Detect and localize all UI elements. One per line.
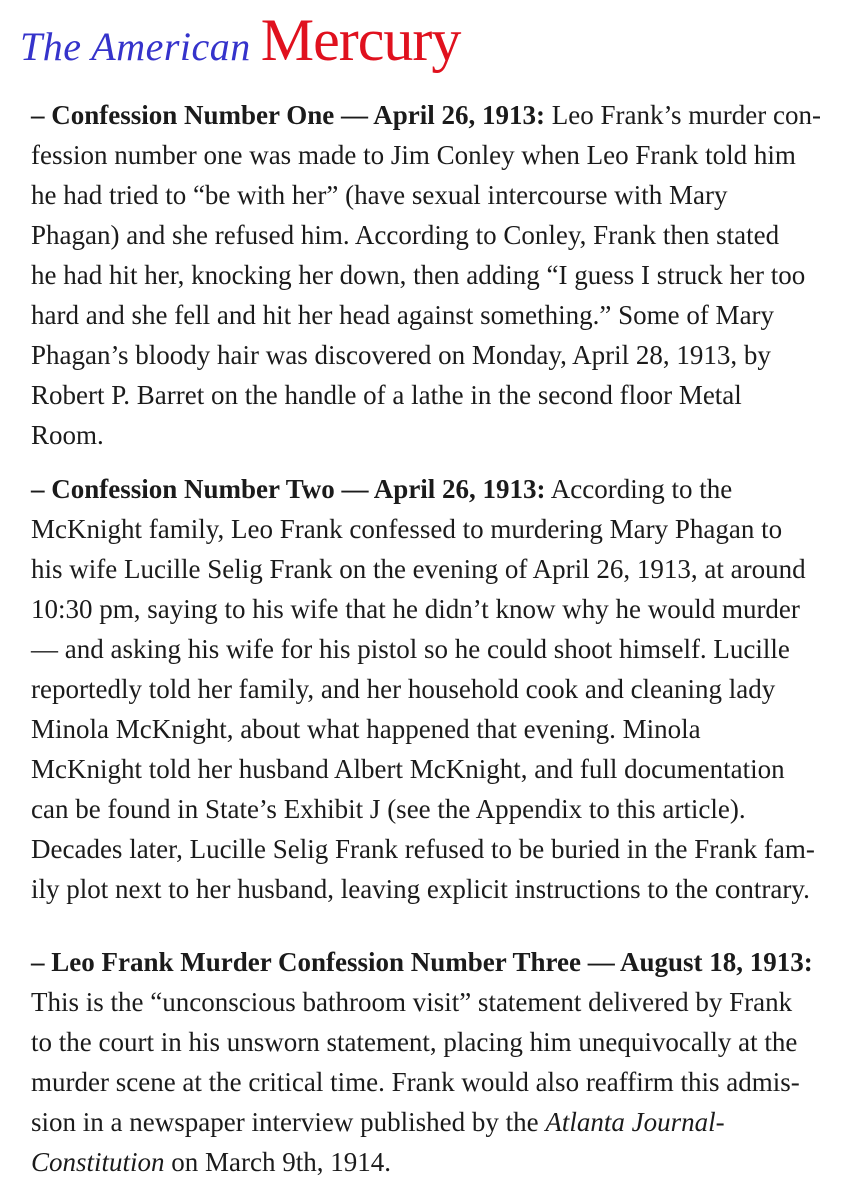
text-segment: Phagan) and she refused him. According to Conley, Frank then stated (31, 220, 780, 250)
paragraph (31, 95, 846, 455)
text-line (31, 95, 846, 135)
text-line (31, 942, 846, 982)
text-segment: can be found in State’s Exhibit J (see the Appendix to this article). (31, 794, 746, 824)
text-line (31, 982, 846, 1022)
paragraph (31, 469, 846, 909)
text-segment: hard and she fell and hit her head against something.” Some of Mary (31, 300, 775, 330)
text-segment: his wife Lucille Selig Frank on the evening of April 26, 1913, at around (31, 554, 806, 584)
masthead (0, 0, 866, 72)
text-line (31, 335, 846, 375)
text-line (31, 869, 846, 909)
text-line (31, 789, 846, 829)
text-line (31, 215, 846, 255)
text-segment: McKnight told her husband Albert McKnight, and full documentation (31, 754, 785, 784)
paragraph (31, 942, 846, 1182)
text-segment: 10:30 pm, saying to his wife that he didn’t know why he would murder (31, 594, 800, 624)
text-segment: he had tried to “be with her” (have sexual intercourse with Mary (31, 180, 728, 210)
text-segment: Phagan’s bloody hair was discovered on Monday, April 28, 1913, by (31, 340, 771, 370)
text-segment: Constitution (31, 1147, 165, 1177)
text-line (31, 415, 846, 455)
text-line (31, 629, 846, 669)
text-segment: According to the (545, 474, 733, 504)
text-line (31, 549, 846, 589)
masthead-the-american: The American (20, 24, 251, 69)
text-segment: – Leo Frank Murder Confession Number Three — August 18, 1913: (31, 947, 813, 977)
text-segment: Minola McKnight, about what happened that evening. Minola (31, 714, 701, 744)
text-line (31, 1062, 846, 1102)
text-segment: ily plot next to her husband, leaving explicit instructions to the contrary. (31, 874, 810, 904)
text-segment: reportedly told her family, and her household cook and cleaning lady (31, 674, 776, 704)
text-segment: Decades later, Lucille Selig Frank refused to be buried in the Frank fam- (31, 834, 815, 864)
text-segment: – Confession Number Two — April 26, 1913: (31, 474, 546, 504)
masthead-mercury: Mercury (260, 7, 461, 73)
text-line (31, 749, 846, 789)
text-line (31, 295, 846, 335)
text-segment: This is the “unconscious bathroom visit” statement delivered by Frank (31, 987, 793, 1017)
text-line (31, 709, 846, 749)
text-segment: McKnight family, Leo Frank confessed to murdering Mary Phagan to (31, 514, 783, 544)
text-line (31, 175, 846, 215)
text-line (31, 255, 846, 295)
text-line (31, 589, 846, 629)
text-segment: Leo Frank’s murder con- (545, 100, 821, 130)
text-segment: – Confession Number One — April 26, 1913: (31, 100, 546, 130)
text-segment: on March 9th, 1914. (164, 1147, 391, 1177)
text-segment: Atlanta Journal- (545, 1107, 725, 1137)
text-segment: Room. (31, 420, 104, 450)
text-line (31, 1022, 846, 1062)
text-line (31, 1102, 846, 1142)
text-line (31, 509, 846, 549)
text-segment: fession number one was made to Jim Conley when Leo Frank told him (31, 140, 796, 170)
text-line (31, 1142, 846, 1182)
text-line (31, 669, 846, 709)
text-segment: sion in a newspaper interview published by the (31, 1107, 546, 1137)
text-line (31, 135, 846, 175)
article (31, 95, 846, 1182)
text-segment: Robert P. Barret on the handle of a lathe in the second floor Metal (31, 380, 742, 410)
text-segment: he had hit her, knocking her down, then adding “I guess I struck her too (31, 260, 806, 290)
text-line (31, 375, 846, 415)
text-line (31, 829, 846, 869)
text-segment: — and asking his wife for his pistol so he could shoot himself. Lucille (31, 634, 790, 664)
text-segment: murder scene at the critical time. Frank would also reaffirm this admis- (31, 1067, 800, 1097)
text-line (31, 469, 846, 509)
text-segment: to the court in his unsworn statement, placing him unequivocally at the (31, 1027, 798, 1057)
